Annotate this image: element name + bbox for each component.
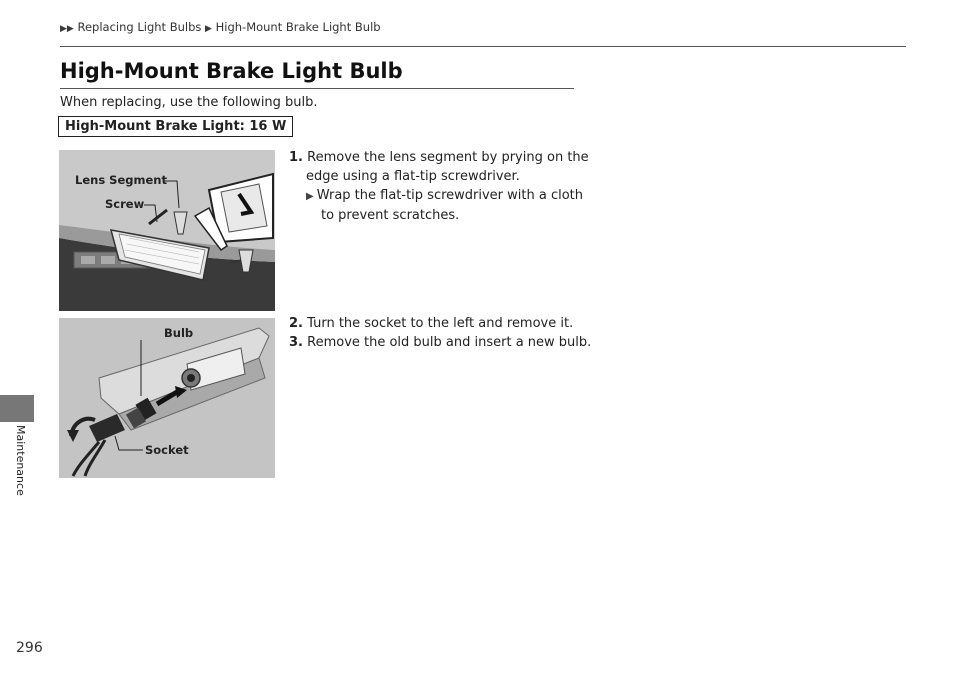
page-title: High-Mount Brake Light Bulb (60, 59, 403, 83)
intro-text: When replacing, use the following bulb. (60, 95, 318, 110)
step-number: 3. (289, 335, 303, 350)
breadcrumb-arrow-icon: ▶ (205, 24, 212, 34)
breadcrumb (60, 20, 381, 34)
breadcrumb-item-high-mount[interactable]: High-Mount Brake Light Bulb (215, 20, 381, 34)
label-socket: Socket (145, 443, 189, 457)
step-text: Remove the lens segment by prying on the (307, 150, 589, 165)
label-screw: Screw (105, 197, 145, 211)
bulb-spec-box: High-Mount Brake Light: 16 W (58, 116, 293, 137)
label-bulb: Bulb (164, 326, 194, 340)
breadcrumb-arrow-icon: ▶▶ (60, 24, 74, 34)
lens-removal-figure (59, 150, 275, 311)
socket-removal-figure (59, 318, 275, 478)
title-divider (60, 88, 574, 89)
step-2 (289, 314, 573, 333)
step-text: Turn the socket to the left and remove it. (307, 316, 574, 331)
note-arrow-icon: ▶ (306, 191, 314, 202)
section-label: Maintenance (14, 425, 27, 496)
step-note: to prevent scratches. (321, 208, 460, 223)
step-3 (289, 333, 591, 352)
header-divider (60, 46, 906, 47)
step-note: Wrap the flat-tip screwdriver with a cloth (316, 188, 584, 203)
page-number: 296 (16, 640, 43, 656)
breadcrumb-item-replacing-light-bulbs[interactable]: Replacing Light Bulbs (77, 20, 202, 34)
step-number: 1. (289, 150, 303, 165)
section-tab[interactable] (0, 395, 34, 422)
step-number: 2. (289, 316, 303, 331)
step-text: edge using a flat-tip screwdriver. (306, 169, 520, 184)
step-1 (289, 148, 589, 225)
label-lens-segment: Lens Segment (75, 173, 167, 187)
step-text: Remove the old bulb and insert a new bulb. (307, 335, 592, 350)
